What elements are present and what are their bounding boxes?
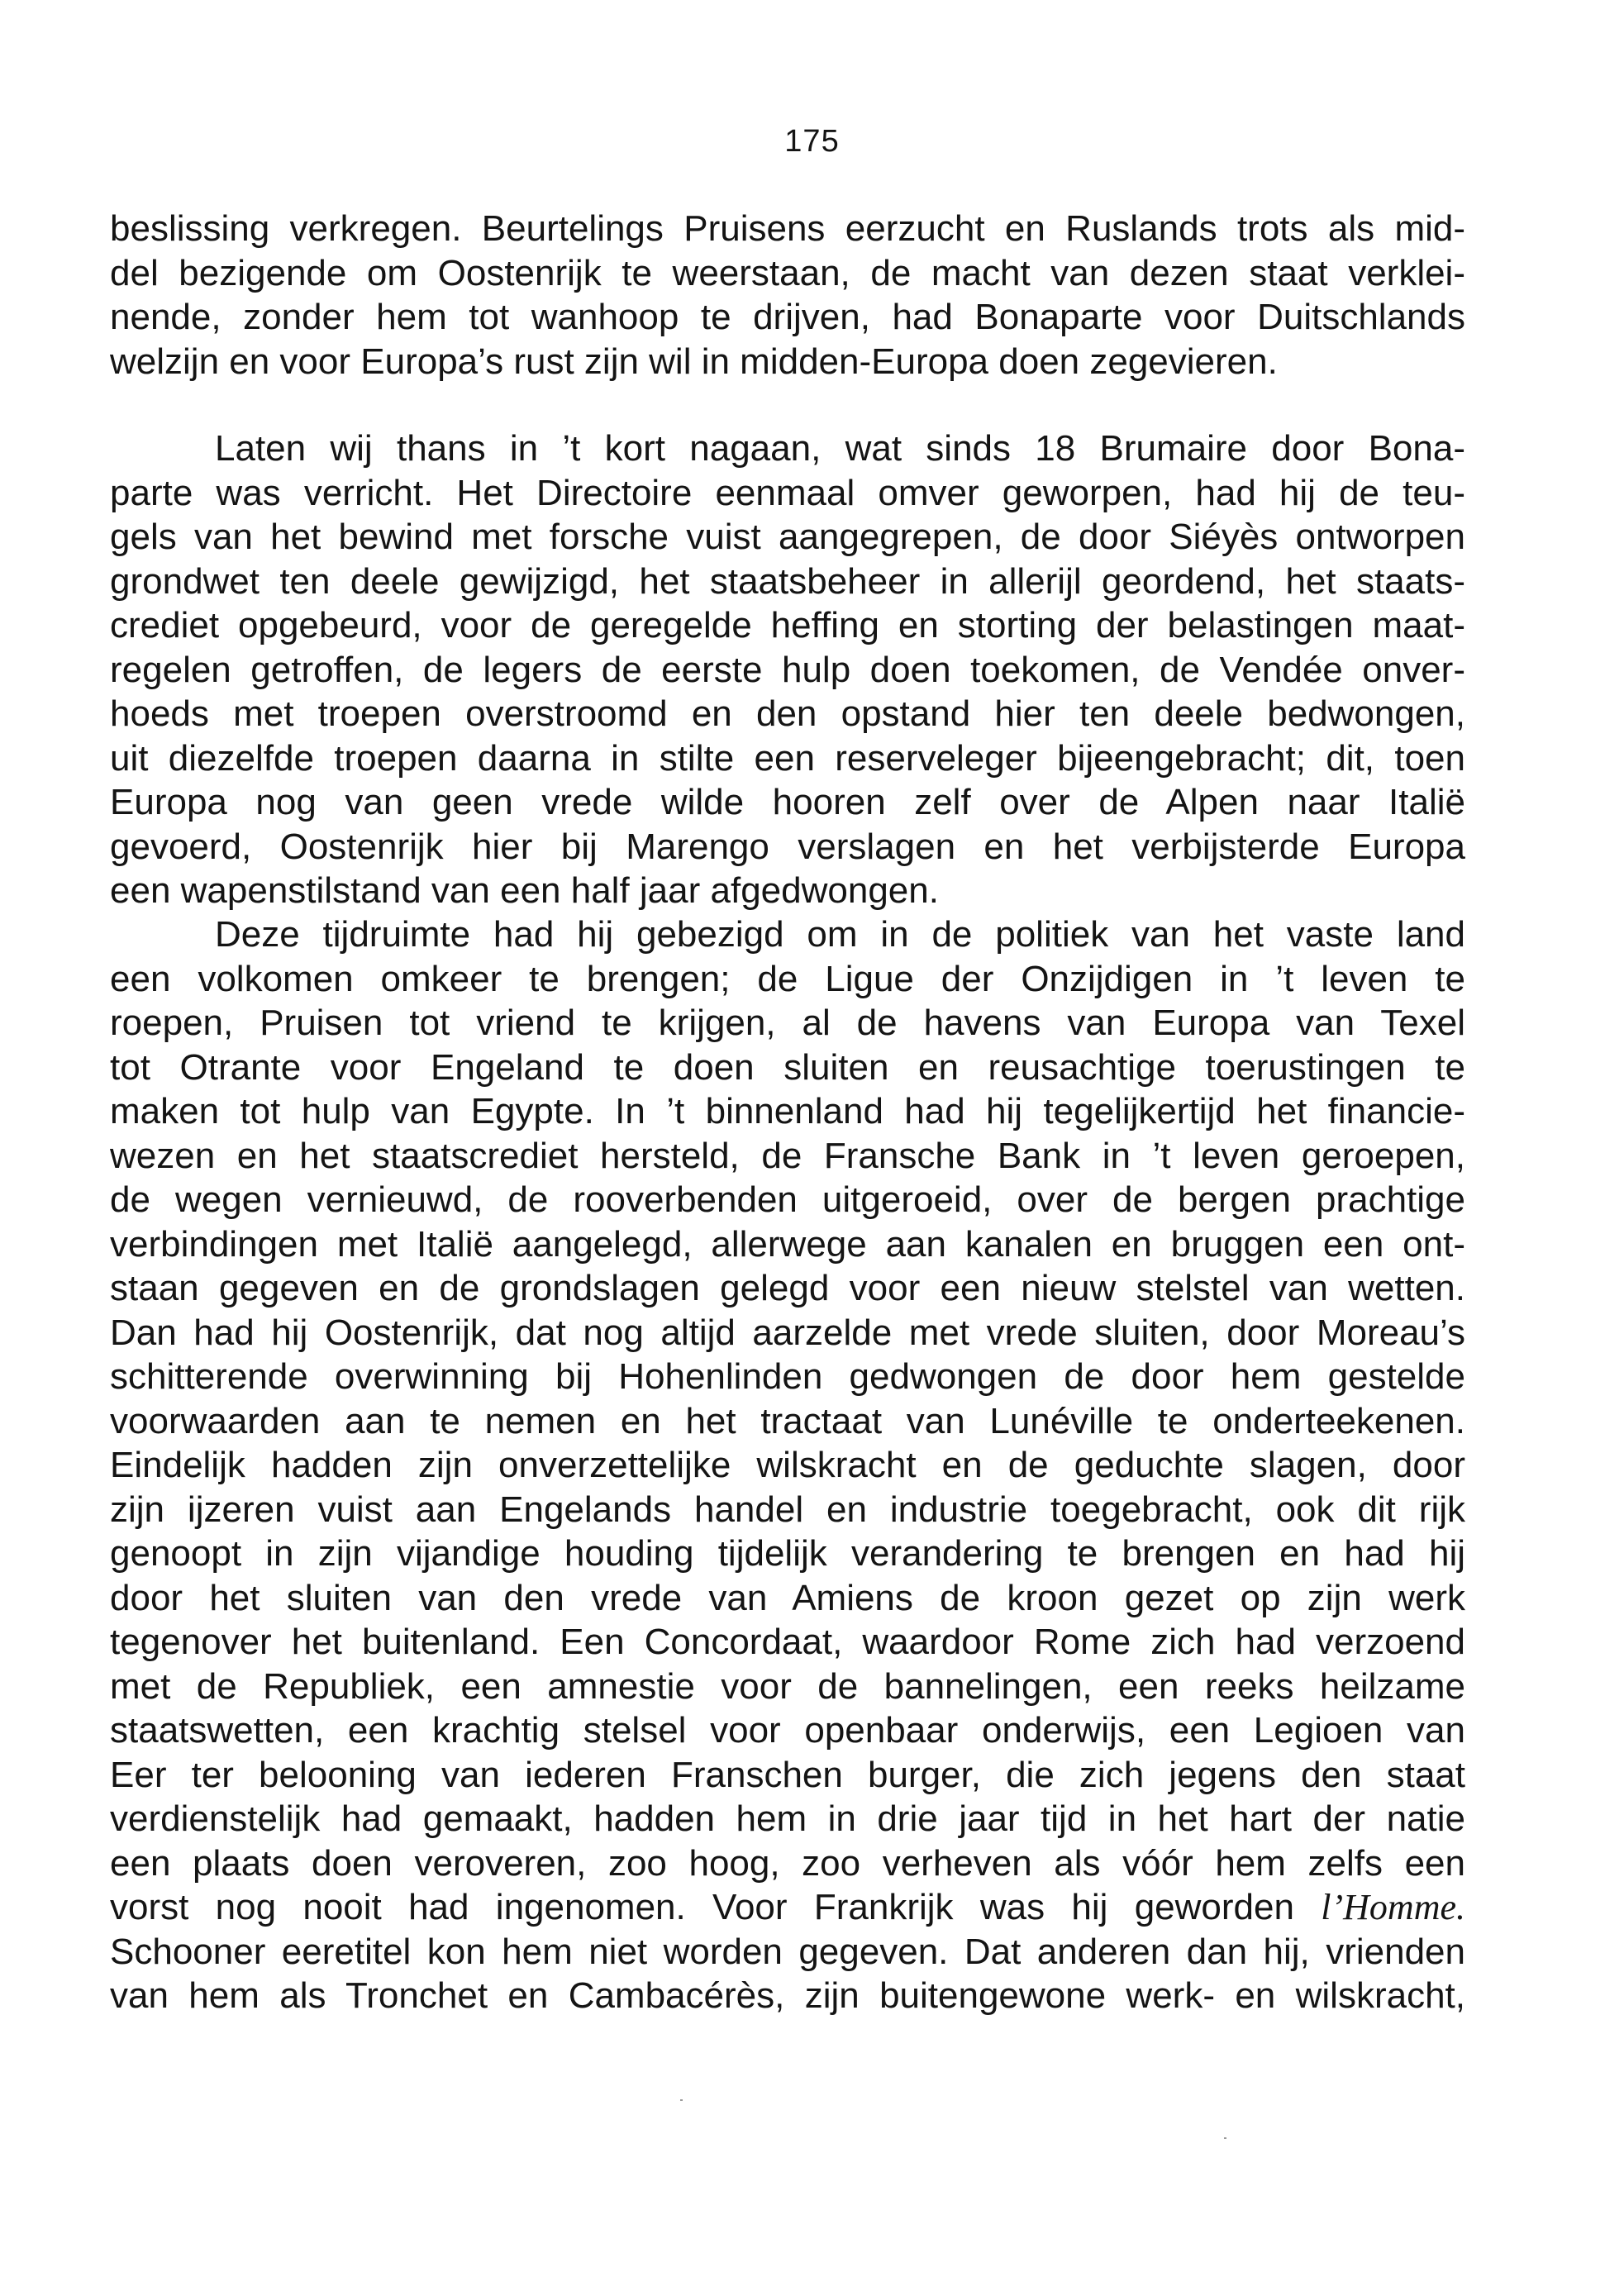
text-line: Europa nog van geen vrede wilde hooren zelf over de Alpen naar Italië [110, 782, 1465, 822]
text-line: verdienstelijk had gemaakt, hadden hem in drie jaar tijd in het hart der natie [110, 1798, 1465, 1839]
text-line: een wapenstilstand van een half jaar afgedwongen. [110, 870, 939, 911]
text-line: een plaats doen veroveren, zoo hoog, zoo verheven als vóór hem zelfs een [110, 1842, 1465, 1884]
text-line: staan gegeven en de grondslagen gelegd voor een nieuw stelstel van wetten. [110, 1268, 1465, 1308]
text-line: genoopt in zijn vijandige houding tijdelijk verandering te brengen en had hij [110, 1533, 1465, 1574]
page-number: 175 [784, 124, 840, 159]
text-line: del bezigende om Oostenrijk te weerstaan, de macht van dezen staat verklei- [110, 252, 1465, 293]
text-line: Eindelijk hadden zijn onverzettelijke wilskracht en de geduchte slagen, door [110, 1445, 1465, 1485]
scan-speck [1224, 2137, 1226, 2139]
italic-title: l’Homme. [1321, 1887, 1465, 1927]
text-line: Laten wij thans in ’t kort nagaan, wat sinds 18 Brumaire door Bona- [215, 428, 1465, 469]
text-line: wezen en het staatscrediet hersteld, de Fransche Bank in ’t leven geroepen, [110, 1135, 1465, 1176]
text-line: Eer ter belooning van iederen Franschen burger, die zich jegens den staat [110, 1754, 1465, 1795]
paragraph-3 [110, 912, 1465, 2018]
text-line: welzijn en voor Europa’s rust zijn wil in midden-Europa doen zegevieren. [110, 341, 1278, 382]
text-line: een volkomen omkeer te brengen; de Ligue der Onzijdigen in ’t leven te [110, 958, 1465, 999]
text-line: Deze tijdruimte had hij gebezigd om in de politiek van het vaste land [215, 914, 1465, 955]
text-line: grondwet ten deele gewijzigd, het staatsbeheer in allerijl geordend, het staats- [110, 560, 1465, 602]
text-line: de wegen vernieuwd, de rooverbenden uitgeroeid, over de bergen prachtige [110, 1179, 1465, 1220]
text-line: tegenover het buitenland. Een Concordaat, waardoor Rome zich had verzoend [110, 1622, 1465, 1662]
text-line: parte was verricht. Het Directoire eenmaal omver geworpen, had hij de teu- [110, 472, 1465, 513]
scan-speck [680, 2099, 683, 2101]
text-line: van hem als Tronchet en Cambacérès, zijn buitengewone werk- en wilskracht, [110, 1975, 1465, 2016]
text-line: roepen, Pruisen tot vriend te krijgen, al de havens van Europa van Texel [110, 1003, 1465, 1043]
text-line: verbindingen met Italië aangelegd, allerwege aan kanalen en bruggen een ont- [110, 1223, 1465, 1265]
text-line: met de Republiek, een amnestie voor de bannelingen, een reeks heilzame [110, 1665, 1465, 1707]
paragraph-2 [110, 426, 1465, 913]
text-line: zijn ijzeren vuist aan Engelands handel en industrie toegebracht, ook dit rijk [110, 1489, 1465, 1530]
text-line: staatswetten, een krachtig stelsel voor openbaar onderwijs, een Legioen van [110, 1710, 1465, 1751]
text-line-with-italic [110, 1885, 1465, 1930]
text-line: gevoerd, Oostenrijk hier bij Marengo verslagen en het verbijsterde Europa [110, 826, 1465, 867]
text-line: door het sluiten van den vrede van Amiens de kroon gezet op zijn werk [110, 1577, 1465, 1618]
paragraph-1 [110, 207, 1465, 383]
text-line: tot Otrante voor Engeland te doen sluiten en reusachtige toerustingen te [110, 1046, 1465, 1088]
text-line: Schooner eeretitel kon hem niet worden gegeven. Dat anderen dan hij, vrienden [110, 1931, 1465, 1972]
text-line: crediet opgebeurd, voor de geregelde heffing en storting der belastingen maat- [110, 605, 1465, 645]
text-line: uit diezelfde troepen daarna in stilte een reserveleger bijeengebracht; dit, toen [110, 737, 1465, 779]
text-line: maken tot hulp van Egypte. In ’t binnenland had hij tegelijkertijd het financie- [110, 1091, 1465, 1131]
text-line: hoeds met troepen overstroomd en den opstand hier ten deele bedwongen, [110, 693, 1465, 734]
line-text: vorst nog nooit had ingenomen. Voor Frankrijk was hij geworden [110, 1887, 1322, 1927]
text-line: nende, zonder hem tot wanhoop te drijven, had Bonaparte voor Duitschlands [110, 297, 1465, 337]
text-line: beslissing verkregen. Beurtelings Pruisens eerzucht en Ruslands trots als mid- [110, 208, 1465, 249]
text-line: regelen getroffen, de legers de eerste hulp doen toekomen, de Vendée onver- [110, 649, 1465, 690]
text-line: voorwaarden aan te nemen en het tractaat van Lunéville te onderteekenen. [110, 1400, 1465, 1441]
text-line: Dan had hij Oostenrijk, dat nog altijd aarzelde met vrede sluiten, door Moreau’s [110, 1312, 1465, 1353]
text-line: schitterende overwinning bij Hohenlinden gedwongen de door hem gestelde [110, 1356, 1465, 1397]
text-line: gels van het bewind met forsche vuist aangegrepen, de door Siéyès ontworpen [110, 517, 1465, 557]
